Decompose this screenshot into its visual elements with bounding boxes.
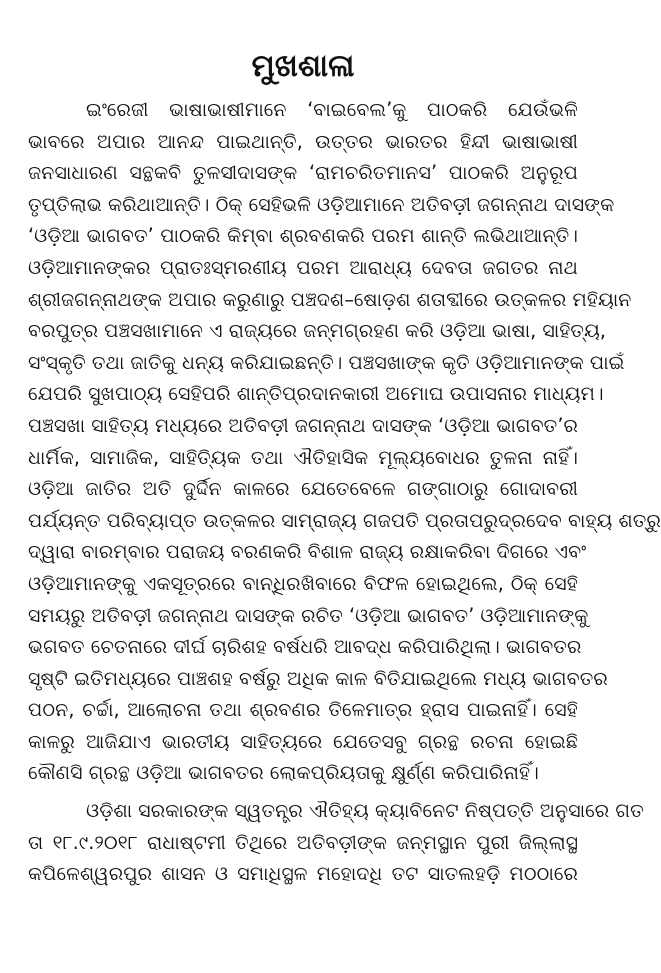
text-line: ତୃପ୍ତିଲାଭ କରିଥାଆନ୍ତି। ଠିକ୍ ସେହିଭଳି ଓଡ଼ିଆମାନେ ଅତିବଡ଼ୀ ଜଗନ୍ନାଥ ଦାସଙ୍କ [28, 192, 615, 216]
text-line: ସଂସ୍କୃତି ତଥା ଜାତିକୁ ଧନ୍ୟ କରିଯାଇଛନ୍ତି। ପଞ୍ଚସଖାଙ୍କ କୃତି ଓଡ଼ିଆମାନଙ୍କ ପାଇଁ [28, 350, 625, 374]
text-line: ଶ୍ରୀଜଗନ୍ନାଥଙ୍କ ଅପାର କରୁଣାରୁ ପଞ୍ଚଦଶ–ଷୋଡ଼ଶ ଶତାବ୍ଦୀରେ ଉତ୍କଳର ମହିୟାନ [28, 287, 632, 311]
text-line: କୌଣସି ଗ୍ରନ୍ଥ ଓଡ଼ିଆ ଭାଗବତର ଲୋକପ୍ରିୟତାକୁ କ୍ଷୁର୍ଣ୍ଣ କରିପାରିନାହିଁ। [28, 761, 539, 785]
text-line: ଓଡ଼ିଶା ସରକାରଙ୍କ ସ୍ୱତନ୍ତ୍ର ଐତିହ୍ୟ କ୍ୟାବିନେଟ ନିଷ୍ପତ୍ତି ଅନୁସାରେ ଗତ [86, 799, 644, 823]
text-line: ଧାର୍ମିକ, ସାମାଜିକ, ସାହିତ୍ୟିକ ତଥା ଐତିହାସିକ ମୂଲ୍ୟବୋଧର ତୁଳନା ନାହିଁ। [28, 445, 578, 469]
text-line: ଭଗବତ ଚେତନାରେ ଦୀର୍ଘ ଚାରିଶହ ବର୍ଷଧରି ଆବଦ୍ଧ କରିପାରିଥିଲା। ଭାଗବତର [28, 635, 582, 659]
text-line: ଭାବରେ ଅପାର ଆନନ୍ଦ ପାଇଥାନ୍ତି, ଉତ୍ତର ଭାରତର ହିନ୍ଦୀ ଭାଷାଭାଷୀ [28, 129, 578, 153]
text-line: ପଠନ, ଚର୍ଚ୍ଚା, ଆଲୋଚନା ତଥା ଶ୍ରବଣର ତିଳେମାତ୍ର ହ୍ରାସ ପାଇନାହିଁ। ସେହି [28, 698, 578, 722]
text-line: ଯେପରି ସୁଖପାଠ୍ୟ ସେହିପରି ଶାନ୍ତିପ୍ରଦାନକାରୀ ଅମୋଘ ଉପାସନାର ମାଧ୍ୟମ। [28, 382, 604, 406]
text-line: କପିଳେଶ୍ୱରପୁର ଶାସନ ଓ ସମାଧିସ୍ଥଳ ମହୋଦଧି ତଟ ସାତଲହଡ଼ି ମଠଠାରେ [28, 862, 578, 886]
paragraph-2 [28, 795, 644, 890]
text-line: ଓଡ଼ିଆ ଜାତିର ଅତି ଦୁର୍ଦ୍ଦିନ କାଳରେ ଯେତେବେଳେ ଗଙ୍ଗାଠାରୁ ଗୋଦାବରୀ [28, 477, 578, 501]
text-line: ଇଂରେଜୀ ଭାଷାଭାଷୀମାନେ ‘ବାଇବେଲ’କୁ ପାଠକରି ଯେଉଁଭଳି [86, 98, 578, 121]
text-line: ଦ୍ୱାରା ବାରମ୍ବାର ପରାଜୟ ବରଣକରି ବିଶାଳ ରାଜ୍ୟ ରକ୍ଷାକରିବା ଦିଗରେ ଏବଂ [28, 540, 587, 564]
text-line: ଜନସାଧାରଣ ସନ୍ଥକବି ତୁଳସୀଦାସଙ୍କ ‘ରାମଚରିତମାନସ’ ପାଠକରି ଅନୁରୂପ [28, 161, 578, 185]
document-body [28, 94, 661, 890]
page-title: ମୁଖଶାଳା [251, 48, 355, 84]
paragraph-1 [28, 94, 661, 789]
text-line: ସମୟରୁ ଅତିବଡ଼ୀ ଜଗନ୍ନାଥ ଦାସଙ୍କ ରଚିତ ‘ଓଡ଼ିଆ ଭାଗବତ’ ଓଡ଼ିଆମାନଙ୍କୁ [28, 603, 589, 627]
text-line: ପର୍ଯ୍ୟନ୍ତ ପରିବ୍ୟାପ୍ତ ଉତ୍କଳର ସାମ୍ରାଜ୍ୟ ଗଜପତି ପ୍ରତାପରୁଦ୍ରଦେବ ବାହ୍ୟ ଶତ୍ରୁ [28, 508, 661, 532]
text-line: ଓଡ଼ିଆମାନଙ୍କର ପ୍ରାତଃସ୍ମରଣୀୟ ପରମ ଆରାଧ୍ୟ ଦେବତା ଜଗତର ନାଥ [28, 255, 578, 279]
text-line: ‘ଓଡ଼ିଆ ଭାଗବତ’ ପାଠକରି କିମ୍ବା ଶ୍ରବଣକରି ପରମ ଶାନ୍ତି ଲଭିଥାଆନ୍ତି। [28, 224, 578, 248]
text-line: ବରପୁତ୍ର ପଞ୍ଚସଖାମାନେ ଏ ରାଜ୍ୟରେ ଜନ୍ମଗ୍ରହଣ କରି ଓଡ଼ିଆ ଭାଷା, ସାହିତ୍ୟ, [28, 319, 607, 343]
text-line: ପଞ୍ଚସଖା ସାହିତ୍ୟ ମଧ୍ୟରେ ଅତିବଡ଼ୀ ଜଗନ୍ନାଥ ଦାସଙ୍କ ‘ଓଡ଼ିଆ ଭାଗବତ’ର [28, 413, 578, 437]
text-line: କାଳରୁ ଆଜିଯାଏ ଭାରତୀୟ ସାହିତ୍ୟରେ ଯେତେସବୁ ଗ୍ରନ୍ଥ ରଚନା ହୋଇଛି [28, 729, 578, 753]
text-line: ଓଡ଼ିଆମାନଙ୍କୁ ଏକସୂତ୍ରରେ ବାନ୍ଧିରଖିବାରେ ବିଫଳ ହୋଇଥିଲେ, ଠିକ୍ ସେହି [28, 571, 578, 595]
text-line: ତା ୧୮.୯.୨୦୧୮ ରାଧାଷ୍ଟମୀ ତିଥିରେ ଅତିବଡ଼ୀଙ୍କ ଜନ୍ମସ୍ଥାନ ପୁରୀ ଜିଲ୍ଲାସ୍ଥ [28, 830, 578, 854]
text-line: ସୃଷ୍ଟି ଇତିମଧ୍ୟରେ ପାଞ୍ଚଶହ ବର୍ଷରୁ ଅଧିକ କାଳ ବିତିଯାଇଥିଲେ ମଧ୍ୟ ଭାଗବତର [28, 666, 608, 690]
